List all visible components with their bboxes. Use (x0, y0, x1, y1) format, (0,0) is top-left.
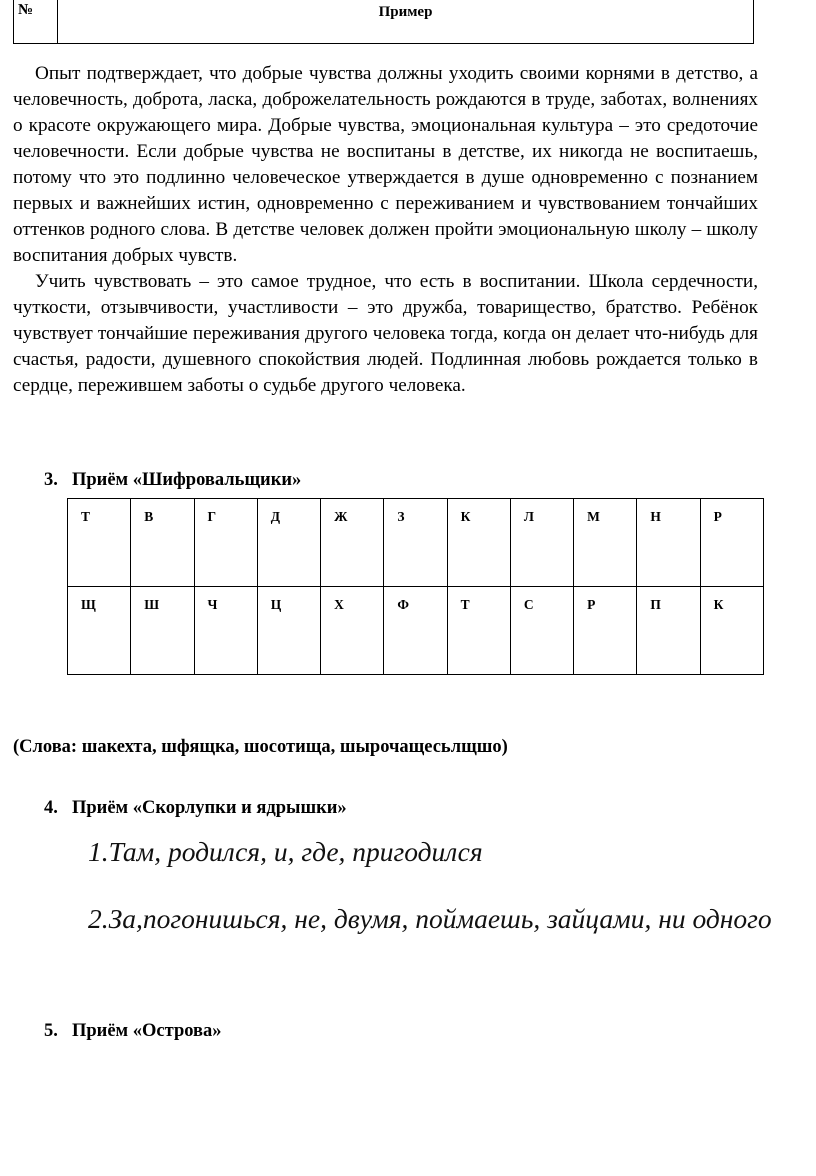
cipher-cell: К (447, 499, 510, 587)
handwritten-line-2: 2.За,погонишься, не, двумя, поймаешь, зайцами, ни одного (88, 903, 772, 934)
header-table (13, 0, 754, 44)
cipher-cell: К (700, 587, 763, 675)
section-5-number: 5. (44, 1021, 58, 1041)
cipher-row-2 (68, 587, 764, 675)
cipher-cell: Щ (68, 587, 131, 675)
paragraph-1: Опыт подтверждает, что добрые чувства должны уходить своими корнями в детство, а человечность, доброта, ласка, доброжелательность рождаются в труде, заботах, волнениях о красоте окружающего мира. Добрые чувства, эмоциональная культура – это средоточие человечности. Если добрые чувства не воспитаны в детстве, их никогда не воспитаешь, потому что это подлинно человеческое утверждается в душе одновременно с познанием первых и важнейших истин, одновременно с переживанием и чувствованием тончайших оттенков родного слова. В детстве человек должен пройти эмоциональную школу – школу воспитания добрых чувств. (13, 63, 758, 266)
number-column-header: № (14, 0, 58, 43)
cipher-cell: Х (321, 587, 384, 675)
section-4-heading (44, 798, 347, 819)
cipher-cell: Ч (194, 587, 257, 675)
cipher-cell: В (131, 499, 194, 587)
cipher-cell: Ц (257, 587, 320, 675)
cipher-cell: Н (637, 499, 700, 587)
section-3-number: 3. (44, 470, 58, 490)
section-3-title: Приём «Шифровальщики» (72, 470, 302, 490)
cipher-cell: Р (574, 587, 637, 675)
cipher-table (67, 498, 764, 675)
body-text (13, 61, 758, 399)
cipher-cell: П (637, 587, 700, 675)
section-4-title: Приём «Скорлупки и ядрышки» (72, 798, 347, 818)
cipher-cell: Г (194, 499, 257, 587)
cipher-cell: Ф (384, 587, 447, 675)
cipher-cell: З (384, 499, 447, 587)
cipher-row-1 (68, 499, 764, 587)
cipher-cell: М (574, 499, 637, 587)
words-line: (Слова: шакехта, шфящка, шосотища, шырочащесьлщшо) (13, 737, 508, 757)
cipher-cell: Ж (321, 499, 384, 587)
cipher-cell: Л (510, 499, 573, 587)
cipher-cell: Д (257, 499, 320, 587)
cipher-cell: С (510, 587, 573, 675)
cipher-cell: Ш (131, 587, 194, 675)
section-3-heading (44, 470, 301, 491)
handwritten-line-1: 1.Там, родился, и, где, пригодился (88, 836, 483, 867)
cipher-cell: Т (68, 499, 131, 587)
section-5-title: Приём «Острова» (72, 1021, 222, 1041)
cipher-cell: Т (447, 587, 510, 675)
section-5-heading (44, 1021, 222, 1042)
section-4-number: 4. (44, 798, 58, 818)
paragraph-2: Учить чувствовать – это самое трудное, что есть в воспитании. Школа сердечности, чуткости, отзывчивости, участливости – это дружба, товарищество, братство. Ребёнок чувствует тончайшие переживания другого человека тогда, когда он делает что-нибудь для счастья, радости, душевного спокойствия людей. Подлинная любовь рождается только в сердце, пережившем заботы о судьбе другого человека. (13, 271, 758, 396)
cipher-cell: Р (700, 499, 763, 587)
example-column-header: Пример (378, 4, 433, 20)
